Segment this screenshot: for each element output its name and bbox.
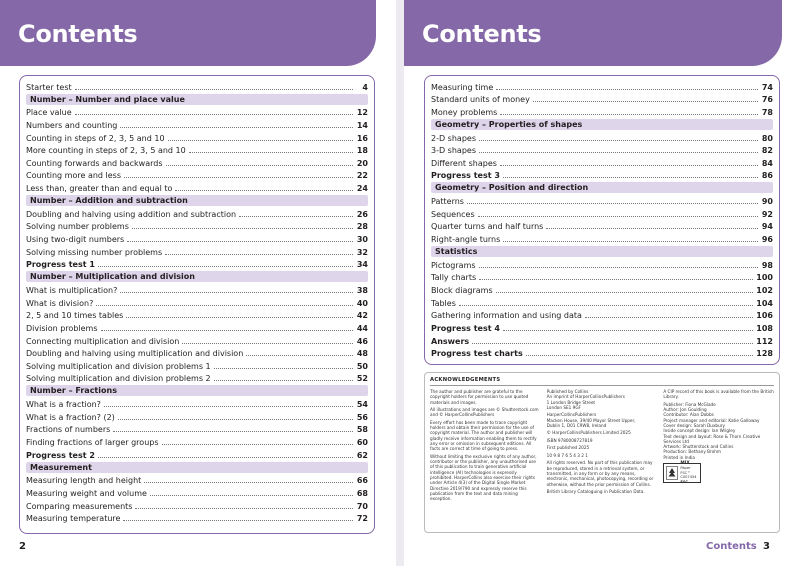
contents-entry [26, 245, 368, 258]
dot-leader [144, 482, 353, 483]
section-heading: Measurement [26, 462, 368, 473]
entry-page-number: 30 [356, 235, 368, 245]
dot-leader [479, 267, 758, 268]
page-number: 3 [763, 541, 770, 552]
section-heading: Number – Multiplication and division [26, 271, 368, 282]
entry-title: What is multiplication? [26, 285, 118, 295]
entry-title: Less than, greater than and equal to [26, 184, 173, 194]
entry-page-number: 28 [356, 222, 368, 232]
section-heading: Number – Addition and subtraction [26, 195, 368, 206]
contents-entry [431, 80, 773, 93]
acknowledgements-paragraph: British Library Cataloguing in Publication Data. [546, 489, 645, 495]
contents-entry [26, 220, 368, 233]
dot-leader [175, 190, 353, 191]
acknowledgements-column-2 [547, 389, 658, 504]
entry-title: Connecting multiplication and division [26, 336, 180, 346]
entry-page-number: 128 [756, 349, 773, 359]
entry-title: Solving multiplication and division problems 1 [26, 361, 211, 371]
entry-page-number: 24 [356, 184, 368, 194]
entry-page-number: 60 [356, 438, 368, 448]
dot-leader [101, 330, 353, 331]
acknowledgements-paragraph: A CIP record of this book is available from the British Library. [663, 389, 774, 400]
entry-title: Progress test 2 [26, 450, 95, 460]
dot-leader [239, 216, 353, 217]
acknowledgements-paragraph: © HarperCollinsPublishers Limited 2025 [546, 430, 631, 436]
contents-entry [26, 144, 368, 157]
section-heading: Statistics [431, 246, 773, 257]
entry-title: Quarter turns and half turns [431, 222, 544, 232]
contents-entry [431, 220, 773, 233]
contents-entry [26, 359, 368, 372]
entry-page-number: 38 [356, 285, 368, 295]
contents-entry [26, 181, 368, 194]
entry-page-number: 108 [756, 323, 773, 333]
entry-title: Finding fractions of larger groups [26, 438, 159, 448]
contents-entry [26, 512, 368, 525]
section-heading: Geometry – Properties of shapes [431, 119, 773, 130]
dot-leader [104, 406, 353, 407]
entry-page-number: 104 [756, 298, 773, 308]
entry-page-number: 98 [761, 260, 773, 270]
entry-page-number: 44 [356, 323, 368, 333]
contents-entry [26, 232, 368, 245]
entry-page-number: 26 [356, 209, 368, 219]
entry-title: Counting in steps of 2, 3, 5 and 10 [26, 133, 165, 143]
entry-title: Different shapes [431, 158, 497, 168]
entry-page-number: 20 [356, 158, 368, 168]
entry-title: 2, 5 and 10 times tables [26, 311, 124, 321]
page-title: Contents [422, 20, 542, 48]
contents-entry [431, 334, 773, 347]
dot-leader [132, 228, 353, 229]
dot-leader [124, 177, 353, 178]
entry-title: Using two-digit numbers [26, 235, 125, 245]
entry-title: Solving missing number problems [26, 247, 163, 257]
entry-title: Tables [431, 298, 456, 308]
dot-leader [120, 292, 353, 293]
entry-page-number: 32 [356, 247, 368, 257]
entry-title: Standard units of money [431, 95, 530, 105]
dot-leader [500, 114, 758, 115]
fsc-code: FSC™ C007454 [680, 470, 697, 480]
contents-entry [431, 156, 773, 169]
contents-entry [26, 296, 368, 309]
contents-entry [26, 410, 368, 423]
dot-leader [546, 228, 758, 229]
contents-entry [26, 448, 368, 461]
entry-title: Counting more and less [26, 171, 122, 181]
contents-entry [26, 106, 368, 119]
entry-page-number: 80 [761, 133, 773, 143]
dot-leader [214, 380, 353, 381]
right-header-banner [404, 0, 782, 66]
left-page [0, 0, 396, 566]
contents-entry [26, 499, 368, 512]
dot-leader [98, 457, 353, 458]
contents-entry [431, 131, 773, 144]
acknowledgements-paragraph: First published 2025 [546, 445, 590, 451]
entry-page-number: 92 [761, 209, 773, 219]
dot-leader [182, 343, 353, 344]
dot-leader [113, 431, 353, 432]
footer-section-label: Contents [706, 541, 757, 552]
dot-leader [162, 444, 353, 445]
dot-leader [500, 165, 758, 166]
entry-page-number: 58 [356, 425, 368, 435]
entry-page-number: 48 [356, 349, 368, 359]
dot-leader [126, 317, 353, 318]
entry-title: Measuring temperature [26, 514, 121, 524]
dot-leader [214, 368, 353, 369]
dot-leader [585, 317, 753, 318]
dot-leader [75, 89, 353, 90]
entry-title: What is division? [26, 298, 94, 308]
fsc-label: FSC [680, 479, 689, 484]
entry-title: Patterns [431, 197, 464, 207]
contents-entry [431, 309, 773, 322]
acknowledgements-paragraph: ISBN 9780008727819 [546, 437, 593, 443]
dot-leader [533, 101, 758, 102]
dot-leader [526, 355, 754, 356]
contents-entry [26, 486, 368, 499]
entry-page-number: 56 [356, 412, 368, 422]
contents-entry [26, 474, 368, 487]
dot-leader [189, 152, 353, 153]
entry-title: Measuring time [431, 82, 494, 92]
fsc-paper: Paper [680, 466, 691, 471]
dot-leader [120, 127, 353, 128]
entry-title: Money problems [431, 107, 498, 117]
page-title: Contents [18, 20, 138, 48]
contents-entry [26, 80, 368, 93]
section-heading: Geometry – Position and direction [431, 182, 773, 193]
dot-leader [118, 419, 353, 420]
entry-title: Tally charts [431, 273, 477, 283]
contents-entry [431, 207, 773, 220]
entry-page-number: 52 [356, 374, 368, 384]
dot-leader [478, 216, 758, 217]
entry-title: Pictograms [431, 260, 476, 270]
entry-page-number: 66 [356, 476, 368, 486]
dot-leader [467, 203, 758, 204]
entry-page-number: 86 [761, 171, 773, 181]
section-heading: Number – Fractions [26, 385, 368, 396]
contents-entry [431, 93, 773, 106]
contents-entry [431, 169, 773, 182]
entry-page-number: 94 [761, 222, 773, 232]
entry-page-number: 112 [756, 336, 773, 346]
acknowledgements-paragraph: 10 9 8 7 6 5 4 3 2 1 [546, 452, 588, 458]
entry-title: 2-D shapes [431, 133, 476, 143]
dot-leader [479, 152, 758, 153]
entry-page-number: 42 [356, 311, 368, 321]
entry-page-number: 84 [761, 158, 773, 168]
entry-title: 3-D shapes [431, 146, 476, 156]
acknowledgements-paragraph: Publisher: Fiona McGlade Author: Jon Goulding Contributor: Alan Dobbs Project manager and editorial: Katie Galloway Cover design: Sarah Duxbury Inside concept design: Ian Wrigley Text design and layout: Rose & Thorn Creative Services Ltd Artwork: Shutterstock and Collins Production: Bethany Brohm Printed in India [663, 401, 761, 460]
dot-leader [75, 114, 353, 115]
dot-leader [503, 330, 753, 331]
entry-title: Measuring weight and volume [26, 488, 147, 498]
contents-entry [431, 105, 773, 118]
entry-title: What is a fraction? [26, 400, 101, 410]
acknowledgements-paragraph: The author and publisher are grateful to the copyright holders for permission to use quoted materials and images. [430, 389, 529, 405]
fsc-badge [663, 463, 701, 483]
entry-title: What is a fraction? (2) [26, 412, 115, 422]
acknowledgements-paragraph: Every effort has been made to trace copyright holders and obtain their permission for the use of copyright material. The author and publisher will gladly receive information enabling them to rectify any error or omission in subsequent editions. All facts are correct at time of going to press. [430, 419, 537, 452]
entry-page-number: 34 [356, 260, 368, 270]
dot-leader [459, 305, 753, 306]
entry-title: Solving multiplication and division problems 2 [26, 374, 211, 384]
entry-page-number: 14 [356, 120, 368, 130]
fsc-mix: MIX [680, 461, 690, 467]
fsc-tree-logo-icon [666, 466, 678, 480]
section-heading: Number – Number and place value [26, 94, 368, 105]
acknowledgements-paragraph: All illustrations and images are © Shutterstock.com and © HarperCollinsPublishers [430, 407, 539, 418]
divider [430, 385, 774, 386]
contents-entry [26, 258, 368, 271]
dot-leader [165, 254, 353, 255]
entry-page-number: 70 [356, 501, 368, 511]
contents-entry [431, 194, 773, 207]
contents-entry [26, 309, 368, 322]
contents-entry [431, 144, 773, 157]
entry-title: Progress test 3 [431, 171, 500, 181]
contents-entry [26, 334, 368, 347]
entry-title: Counting forwards and backwards [26, 158, 163, 168]
contents-entry [26, 321, 368, 334]
dot-leader [166, 165, 354, 166]
fsc-certification [663, 463, 774, 483]
entry-page-number: 82 [761, 146, 773, 156]
entry-page-number: 22 [356, 171, 368, 181]
entry-title: Progress test 4 [431, 323, 500, 333]
entry-title: Doubling and halving using addition and subtraction [26, 209, 237, 219]
contents-entry [26, 347, 368, 360]
acknowledgements-paragraph: HarperCollinsPublishers Macken House, 39/40 Mayor Street Upper, Dublin 1, D01 C9W8, Ireland [546, 412, 636, 428]
contents-entry [431, 271, 773, 284]
entry-page-number: 40 [356, 298, 368, 308]
dot-leader [503, 241, 758, 242]
contents-entry [26, 283, 368, 296]
entry-title: Solving number problems [26, 222, 129, 232]
contents-list [19, 75, 375, 534]
acknowledgements-box [424, 372, 780, 533]
contents-entry [431, 347, 773, 360]
entry-title: Fractions of numbers [26, 425, 111, 435]
acknowledgements-paragraph: Published by Collins An imprint of HarperCollinsPublishers 1 London Bridge Street London SE1 9GF [546, 389, 625, 410]
entry-page-number: 46 [356, 336, 368, 346]
entry-page-number: 76 [761, 95, 773, 105]
entry-title: Gathering information and using data [431, 311, 582, 321]
entry-title: Comparing measurements [26, 501, 133, 511]
contents-entry [431, 321, 773, 334]
entry-title: Numbers and counting [26, 120, 118, 130]
contents-entry [26, 435, 368, 448]
entry-title: Doubling and halving using multiplication and division [26, 349, 244, 359]
entry-page-number: 16 [356, 133, 368, 143]
entry-title: Sequences [431, 209, 475, 219]
contents-entry [26, 118, 368, 131]
entry-title: Division problems [26, 323, 98, 333]
dot-leader [98, 266, 353, 267]
acknowledgements-paragraph: All rights reserved. No part of this publication may be reproduced, stored in a retrieval system, or transmitted, in any form or by any means, electronic, mechanical, photocopying, recording or otherwise, without the prior permission of Collins. [546, 460, 654, 487]
entry-page-number: 74 [761, 82, 773, 92]
contents-entry [26, 131, 368, 144]
entry-page-number: 62 [356, 450, 368, 460]
dot-leader [135, 508, 353, 509]
entry-page-number: 18 [356, 146, 368, 156]
entry-title: More counting in steps of 2, 3, 5 and 10 [26, 146, 186, 156]
entry-title: Progress test 1 [26, 260, 95, 270]
dot-leader [479, 140, 758, 141]
contents-entry [26, 397, 368, 410]
entry-title: Block diagrams [431, 285, 493, 295]
dot-leader [472, 343, 753, 344]
book-gutter [396, 0, 404, 566]
entry-page-number: 68 [356, 488, 368, 498]
dot-leader [123, 520, 353, 521]
entry-title: Measuring length and height [26, 476, 142, 486]
entry-title: Answers [431, 336, 470, 346]
entry-page-number: 72 [356, 514, 368, 524]
entry-page-number: 106 [756, 311, 773, 321]
entry-page-number: 100 [756, 273, 773, 283]
dot-leader [246, 355, 353, 356]
acknowledgements-column-3 [663, 389, 774, 504]
entry-title: Starter test [26, 82, 72, 92]
acknowledgements-heading: ACKNOWLEDGEMENTS [430, 377, 501, 383]
contents-entry [431, 283, 773, 296]
acknowledgements-paragraph: Without limiting the exclusive rights of any author, contributor or the publisher, any unauthorised use of this publication to train generative artificial intelligence (AI) technologies is expressly prohibited. HarperCollins also exercise their rights under Article 4(3) of the Digital Single Market Directive 2019/790 and expressly reserve this publication from the text and data mining exception. [430, 453, 537, 502]
entry-page-number: 50 [356, 361, 368, 371]
acknowledgements-column-1 [430, 389, 541, 504]
dot-leader [503, 177, 758, 178]
right-page [404, 0, 800, 566]
entry-title: Progress test charts [431, 349, 523, 359]
dot-leader [150, 495, 353, 496]
entry-page-number: 54 [356, 400, 368, 410]
dot-leader [96, 305, 353, 306]
entry-title: Place value [26, 108, 72, 118]
entry-page-number: 12 [356, 108, 368, 118]
contents-entry [431, 232, 773, 245]
contents-entry [26, 169, 368, 182]
dot-leader [496, 89, 758, 90]
entry-title: Right-angle turns [431, 235, 501, 245]
contents-entry [26, 207, 368, 220]
contents-list [424, 75, 780, 365]
entry-page-number: 90 [761, 197, 773, 207]
contents-entry [26, 156, 368, 169]
entry-page-number: 96 [761, 235, 773, 245]
entry-page-number: 4 [362, 82, 368, 92]
entry-page-number: 78 [761, 107, 773, 117]
page-number: 2 [19, 541, 26, 552]
dot-leader [127, 241, 353, 242]
entry-page-number: 102 [756, 285, 773, 295]
dot-leader [168, 140, 353, 141]
contents-entry [431, 296, 773, 309]
dot-leader [479, 279, 753, 280]
left-header-banner [0, 0, 376, 66]
contents-entry [431, 258, 773, 271]
contents-entry [26, 423, 368, 436]
dot-leader [496, 292, 754, 293]
contents-entry [26, 372, 368, 385]
